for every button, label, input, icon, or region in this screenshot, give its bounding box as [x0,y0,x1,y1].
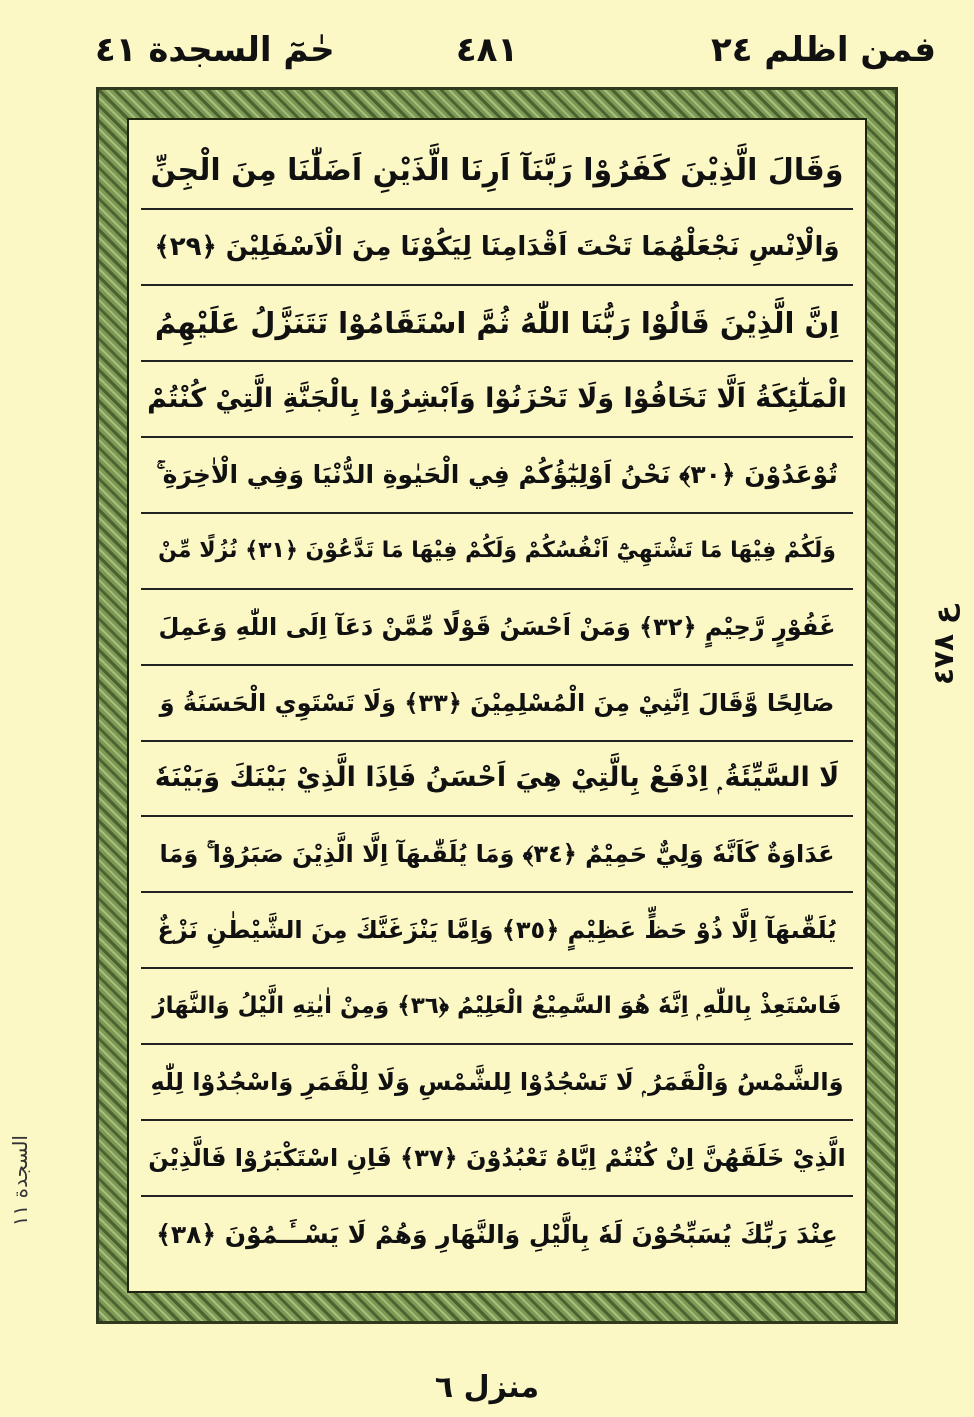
verse-line: اِنَّ الَّذِيْنَ قَالُوْا رَبُّنَا اللّٰهُ ثُمَّ اسْتَقَامُوْا تَتَنَزَّلُ عَلَيْهِمُ [141,286,853,362]
verse-line: غَفُوْرٍ رَّحِيْمٍ ﴿٣٢﴾ وَمَنْ اَحْسَنُ قَوْلًا مِّمَّنْ دَعَآ اِلَى اللّٰهِ وَعَمِلَ [141,590,853,666]
manzil-footer: منزل ٦ [434,1370,540,1405]
verse-line: الَّذِيْ خَلَقَهُنَّ اِنْ كُنْتُمْ اِيَّاهُ تَعْبُدُوْنَ ﴿٣٧﴾ فَاِنِ اسْتَكْبَرُوْا فَالَّذِيْنَ [141,1121,853,1197]
verse-line: لَا السَّيِّئَةُ ۭ اِدْفَعْ بِالَّتِيْ هِيَ اَحْسَنُ فَاِذَا الَّذِيْ بَيْنَكَ وَبَيْنَهٗ [141,742,853,818]
verse-line: وَالشَّمْسُ وَالْقَمَرُ ۭ لَا تَسْجُدُوْا لِلشَّمْسِ وَلَا لِلْقَمَرِ وَاسْجُدُوْا لِلّٰهِ [141,1045,853,1121]
margin-sajda-note: السجدة ١١ [8,1135,32,1227]
verse-line: فَاسْتَعِذْ بِاللّٰهِ ۭ اِنَّهٗ هُوَ السَّمِيْعُ الْعَلِيْمُ ﴿٣٦﴾ وَمِنْ اٰيٰتِهِ الَّيْلُ وَالنَّهَارُ [141,969,853,1045]
header-chapter-ref: حٰمٓ السجدة ٤١ [95,30,335,70]
verse-line: يُلَقّٰىهَآ اِلَّا ذُوْ حَظٍّ عَظِيْمٍ ﴿٣٥﴾ وَاِمَّا يَنْزَغَنَّكَ مِنَ الشَّيْطٰنِ نَزْغٌ [141,893,853,969]
verse-line: تُوْعَدُوْنَ ﴿٣٠﴾ نَحْنُ اَوْلِيٰٓؤُكُمْ فِي الْحَيٰوةِ الدُّنْيَا وَفِي الْاٰخِرَةِ ۚ [141,438,853,514]
verse-line: الْمَلٰٓئِكَةُ اَلَّا تَخَافُوْا وَلَا تَحْزَنُوْا وَاَبْشِرُوْا بِالْجَنَّةِ الَّتِيْ كُنْتُمْ [141,362,853,438]
verse-line: وَلَكُمْ فِيْهَا مَا تَشْتَهِيْٓ اَنْفُسُكُمْ وَلَكُمْ فِيْهَا مَا تَدَّعُوْنَ ﴿٣١﴾ نُزُلًا مِّنْ [141,514,853,590]
verse-line: وَقَالَ الَّذِيْنَ كَفَرُوْا رَبَّنَآ اَرِنَا الَّذَيْنِ اَضَلّٰنَا مِنَ الْجِنِّ [141,134,853,210]
header-surah-ref: فمن اظلم ٢٤ [710,30,936,70]
page-number: ٤٨١ [455,30,519,70]
verse-line: عِنْدَ رَبِّكَ يُسَبِّحُوْنَ لَهٗ بِالَّيْلِ وَالنَّهَارِ وَهُمْ لَا يَسْــَٔـمُوْنَ ﴿٣٨﴾ [156,1219,838,1249]
verse-line: وَالْاِنْسِ نَجْعَلْهُمَا تَحْتَ اَقْدَامِنَا لِيَكُوْنَا مِنَ الْاَسْفَلِيْنَ ﴿٢٩﴾ [141,210,853,286]
verse-line: عَدَاوَةٌ كَاَنَّهٗ وَلِيٌّ حَمِيْمٌ ﴿٣٤﴾ وَمَا يُلَقّٰىهَآ اِلَّا الَّذِيْنَ صَبَرُوْا ۚ وَمَا [141,817,853,893]
verse-line: صَالِحًا وَّقَالَ اِنَّنِيْ مِنَ الْمُسْلِمِيْنَ ﴿٣٣﴾ وَلَا تَسْتَوِي الْحَسَنَةُ وَ [141,666,853,742]
text-panel [127,118,867,1293]
verse-lines [141,134,853,1271]
ornamental-border [96,87,898,1324]
margin-ruku-marker: ع ٤٧٨ [927,605,960,686]
